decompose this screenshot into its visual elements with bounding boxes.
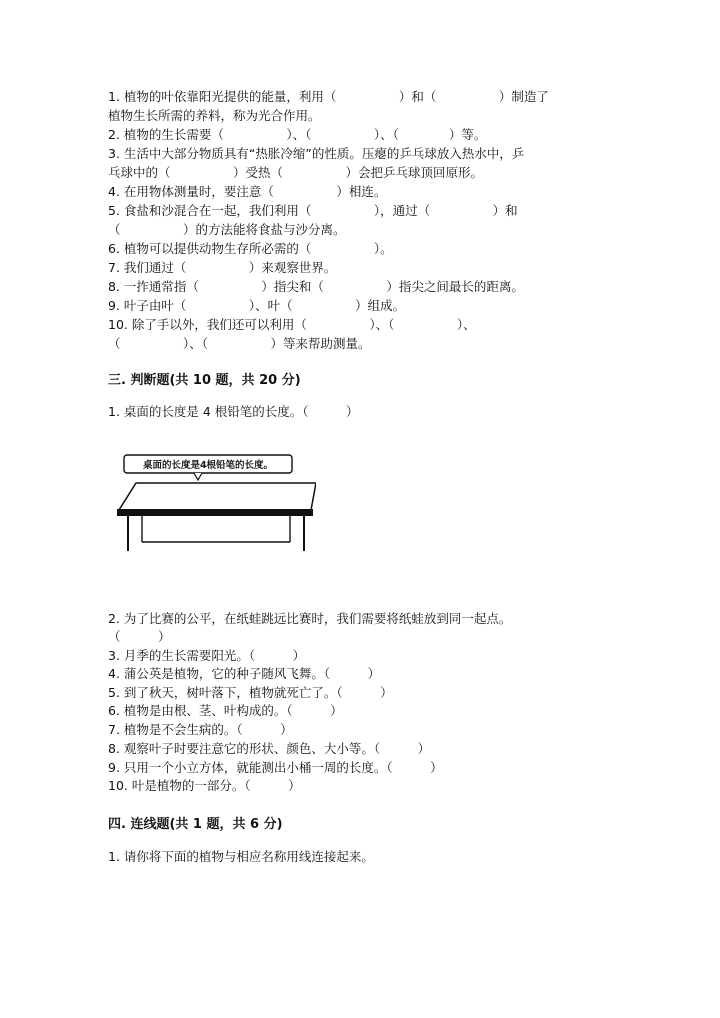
section-heading: 三. 判断题(共 10 题，共 20 分) (108, 373, 301, 388)
fill-in-line: 2. 植物的生长需要（ ）、（ ）、（ ）等。 (108, 127, 487, 142)
table-figure (116, 450, 316, 554)
fill-in-line: 1. 植物的叶依靠阳光提供的能量，利用（ ）和（ ）制造了 (108, 89, 549, 104)
section-heading: 四. 连线题(共 1 题，共 6 分) (108, 817, 283, 832)
fill-in-line: 9. 叶子由叶（ ）、叶（ ）组成。 (108, 298, 406, 313)
caption-pointer (194, 473, 202, 480)
question-line: 4. 蒲公英是植物，它的种子随风飞舞。（ ） (108, 666, 381, 681)
fill-in-line: （ ）、（ ）等来帮助测量。 (108, 336, 371, 351)
question-line: 9. 只用一个小立方体，就能测出小桶一周的长度。（ ） (108, 760, 443, 775)
fill-in-line: 10. 除了手以外，我们还可以利用（ ）、（ ）、 (108, 317, 476, 332)
pencil-row (117, 509, 313, 516)
question-line: 7. 植物是不会生病的。（ ） (108, 722, 293, 737)
fill-in-line: 乓球中的（ ）受热（ ）会把乒乓球顶回原形。 (108, 165, 484, 180)
fill-in-line: 8. 一拃通常指（ ）指尖和（ ）指尖之间最长的距离。 (108, 279, 524, 294)
figure-caption: 桌面的长度是4根铅笔的长度。 (142, 460, 274, 471)
fill-in-line: 植物生长所需的养料，称为光合作用。 (108, 108, 321, 123)
fill-in-line: 3. 生活中大部分物质具有“热胀冷缩”的性质。压瘪的乒乓球放入热水中，乒 (108, 146, 525, 161)
fill-in-line: 7. 我们通过（ ）来观察世界。 (108, 260, 337, 275)
fill-in-line: 5. 食盐和沙混合在一起，我们利用（ ），通过（ ）和 (108, 203, 518, 218)
question-line: 1. 桌面的长度是 4 根铅笔的长度。（ ） (108, 404, 359, 419)
fill-in-line: 4. 在用物体测量时，要注意（ ）相连。 (108, 184, 387, 199)
question-line: 5. 到了秋天，树叶落下，植物就死亡了。（ ） (108, 685, 393, 700)
table-top (119, 483, 316, 510)
question-line: 2. 为了比赛的公平，在纸蛙跳远比赛时，我们需要将纸蛙放到同一起点。 (108, 611, 512, 626)
question-line: 8. 观察叶子时要注意它的形状、颜色、大小等。（ ） (108, 741, 431, 756)
question-line: 3. 月季的生长需要阳光。（ ） (108, 648, 306, 663)
question-line: （ ） (108, 629, 171, 644)
question-line: 6. 植物是由根、茎、叶构成的。（ ） (108, 703, 343, 718)
fill-in-line: （ ）的方法能将食盐与沙分离。 (108, 222, 346, 237)
fill-in-line: 6. 植物可以提供动物生存所必需的（ ）。 (108, 241, 393, 256)
question-line: 10. 叶是植物的一部分。（ ） (108, 778, 301, 793)
question-line: 1. 请你将下面的植物与相应名称用线连接起来。 (108, 849, 374, 864)
